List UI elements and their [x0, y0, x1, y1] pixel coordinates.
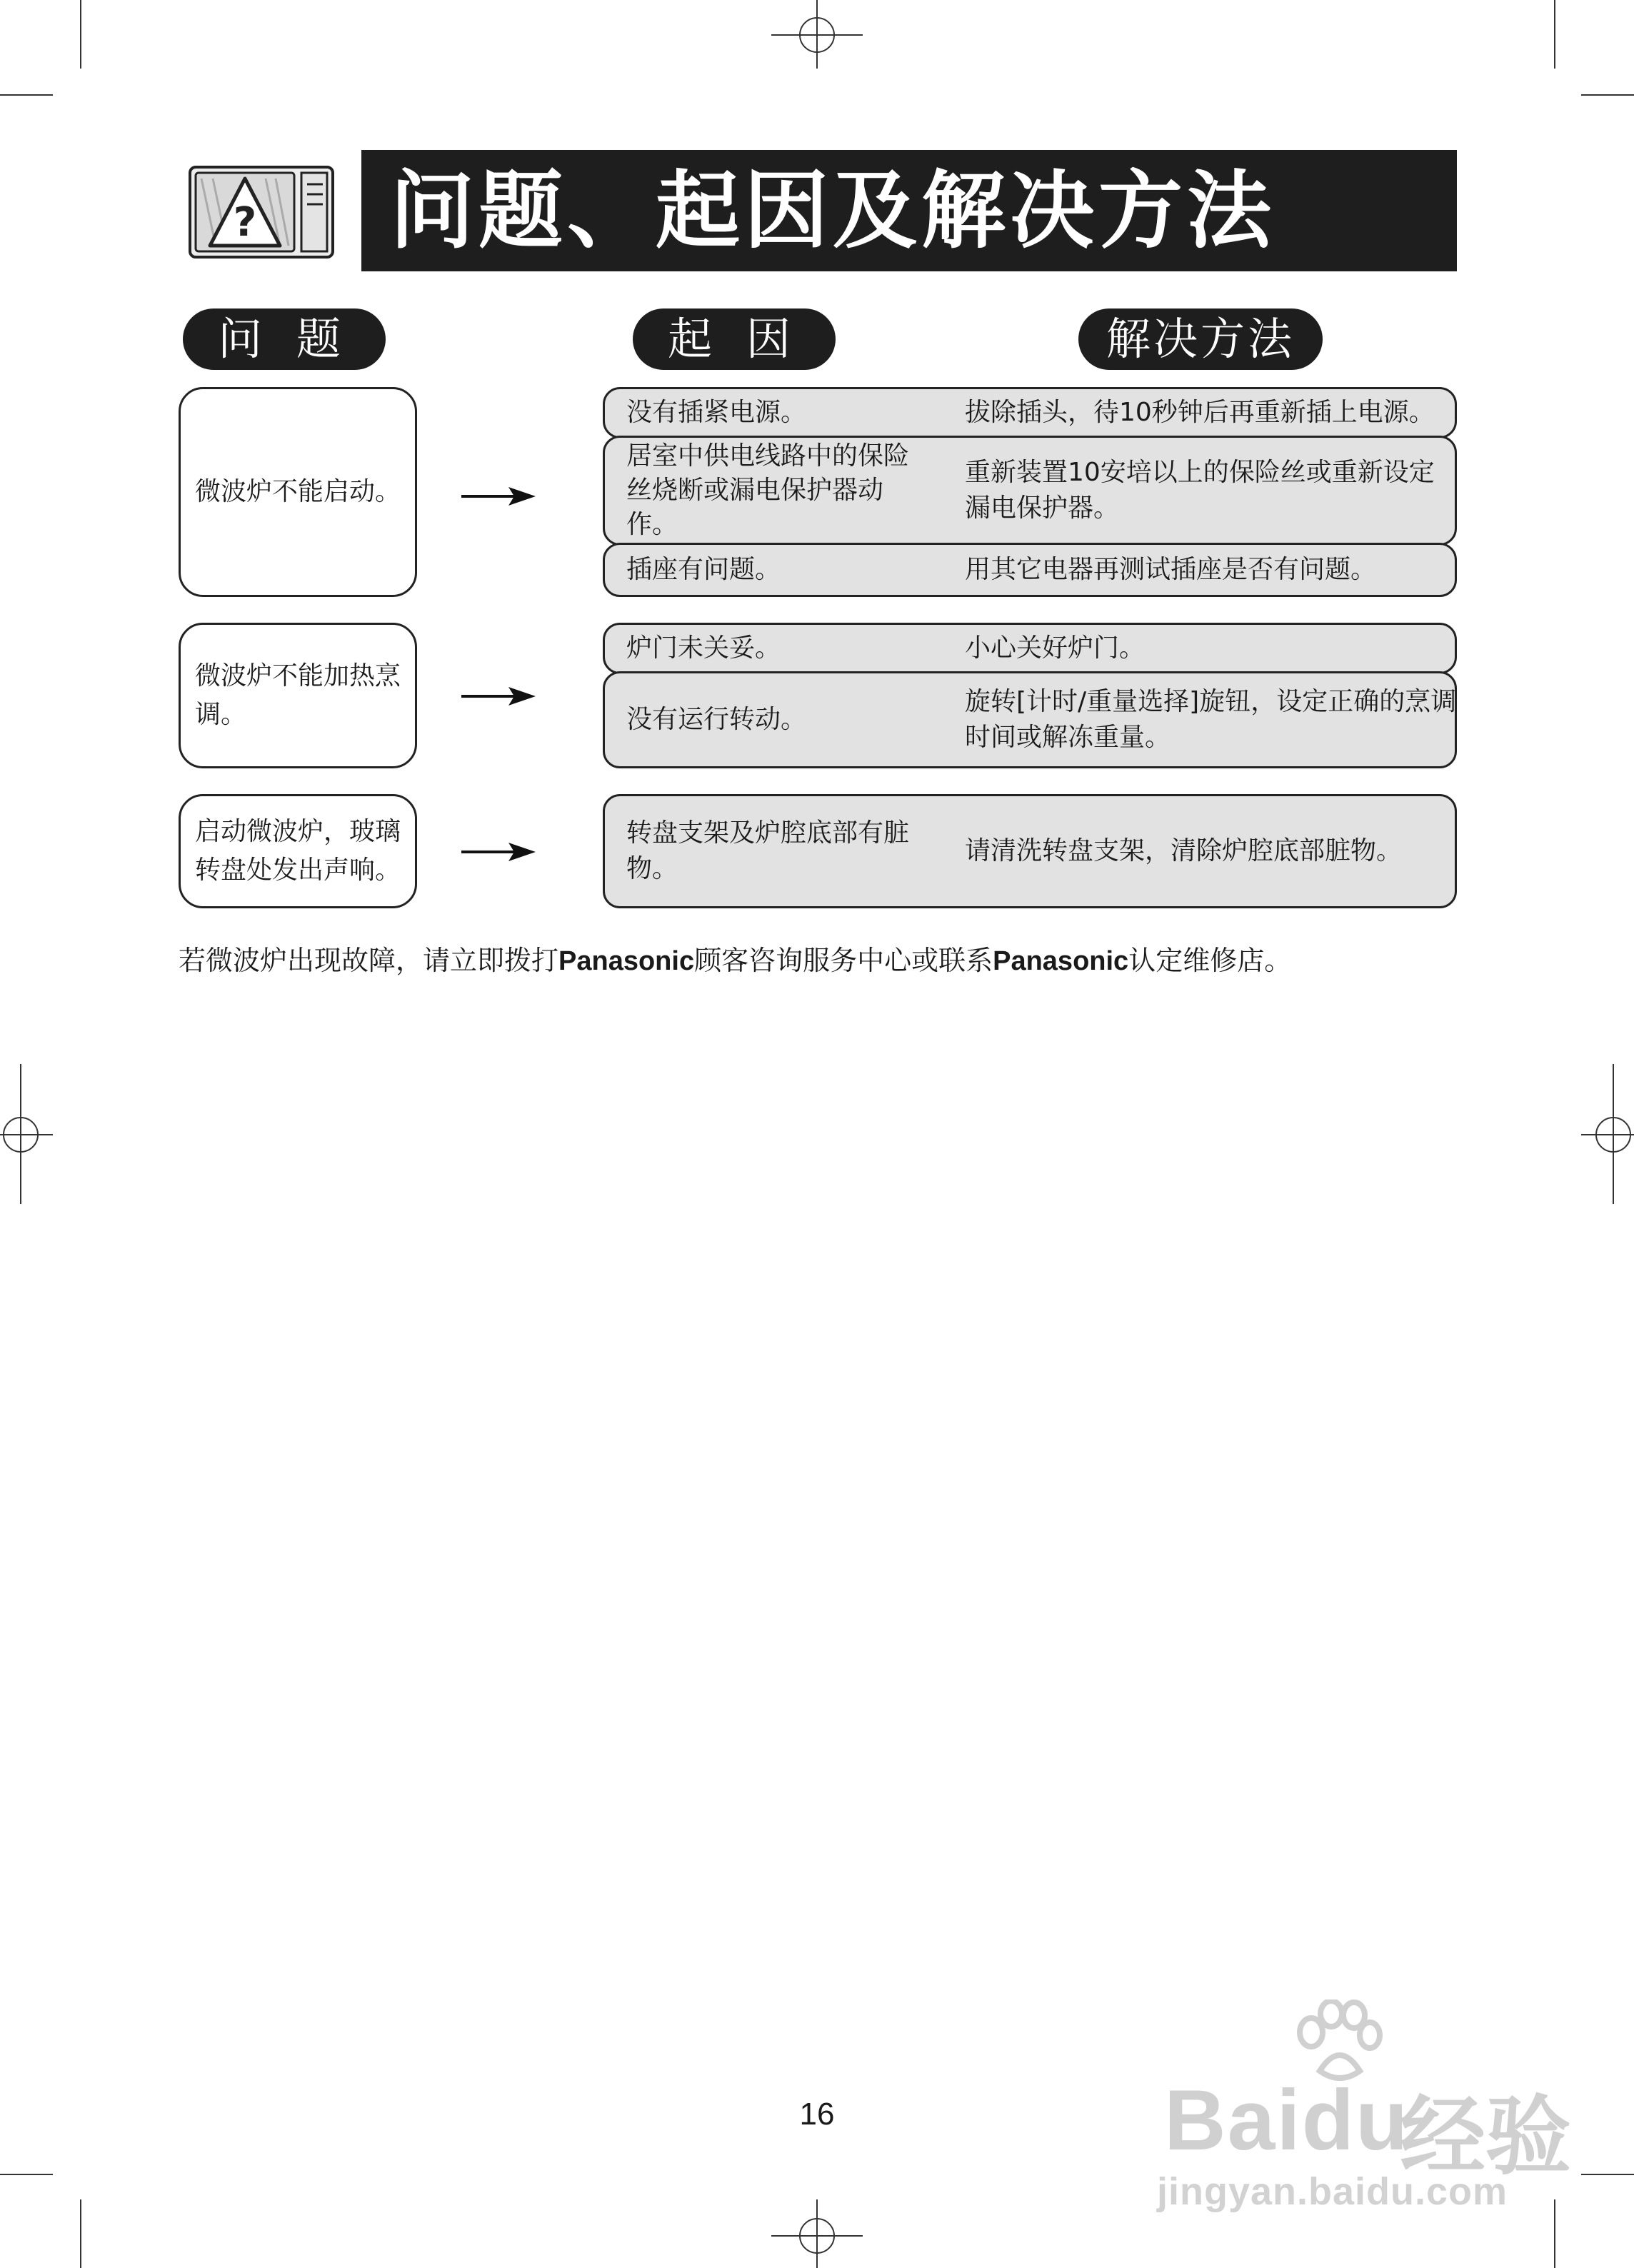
page-title: 问题、起因及解决方法: [390, 161, 1276, 260]
crop-line: [0, 94, 53, 96]
problem-text: 微波炉不能启动。: [195, 477, 401, 506]
title-bar: [361, 150, 1457, 271]
crop-line: [1581, 2174, 1634, 2175]
footnote-text: 顾客咨询服务中心或联系: [694, 945, 993, 976]
cause-box: [603, 623, 1457, 674]
page-number: 16: [799, 2097, 835, 2132]
solution-text: 重新装置10安培以上的保险丝或重新设定漏电保护器。: [965, 458, 1435, 523]
cause-text: 没有运行转动。: [626, 705, 807, 734]
crop-line: [1554, 0, 1555, 69]
solution-text: 请清洗转盘支架，清除炉腔底部脏物。: [965, 836, 1403, 865]
problem-text: 微波炉不能加热烹调。: [195, 661, 401, 729]
registration-mark: [3, 1117, 39, 1153]
problem-box: [179, 794, 417, 908]
footnote-text: 认定维修店。: [1128, 945, 1292, 976]
problem-text: 启动微波炉，玻璃转盘处发出声响。: [195, 817, 401, 885]
arrow-icon: [461, 486, 536, 507]
arrow-icon: [461, 841, 536, 863]
crop-line: [80, 2199, 81, 2268]
registration-mark: [1595, 1117, 1631, 1153]
solution-text: 用其它电器再测试插座是否有问题。: [965, 555, 1377, 584]
cause-box: [603, 671, 1457, 768]
column-header-solution: 解决方法: [1078, 308, 1323, 370]
footnote: [179, 941, 1291, 980]
cause-box: [603, 543, 1457, 597]
solution-text: 拔除插头，待10秒钟后再重新插上电源。: [965, 398, 1435, 427]
column-header-cause: 起 因: [633, 308, 836, 370]
solution-text: 小心关好炉门。: [965, 633, 1146, 663]
brand-name: Panasonic: [558, 946, 695, 976]
crop-line: [80, 0, 81, 69]
problem-box: [179, 387, 417, 597]
crop-line: [1581, 94, 1634, 96]
watermark-url: jingyan.baidu.com: [1157, 2170, 1508, 2213]
cause-text: 居室中供电线路中的保险丝烧断或漏电保护器动作。: [626, 441, 910, 539]
crop-line: [0, 2174, 53, 2175]
column-header-problem: 问 题: [183, 308, 386, 370]
cause-text: 炉门未关妥。: [626, 633, 781, 663]
brand-name: Panasonic: [993, 946, 1129, 976]
arrow-icon: [461, 686, 536, 707]
cause-text: 插座有问题。: [626, 555, 781, 584]
cause-box: [603, 387, 1457, 438]
cause-text: 没有插紧电源。: [626, 398, 807, 427]
watermark: [1143, 1999, 1585, 2214]
cause-box: [603, 794, 1457, 908]
registration-mark: [799, 2218, 835, 2254]
cause-box: [603, 436, 1457, 546]
registration-mark: [799, 17, 835, 53]
svg-text:?: ?: [233, 199, 257, 246]
warning-microwave-icon: [187, 163, 339, 264]
watermark-brand: Baidu: [1164, 2072, 1410, 2168]
cause-text: 转盘支架及炉腔底部有脏物。: [626, 818, 910, 883]
problem-box: [179, 623, 417, 768]
solution-text: 旋转[计时/重量选择]旋钮，设定正确的烹调时间或解冻重量。: [965, 687, 1457, 752]
footnote-text: 若微波炉出现故障，请立即拨打: [179, 945, 559, 976]
watermark-sub: 经验: [1400, 2087, 1571, 2187]
